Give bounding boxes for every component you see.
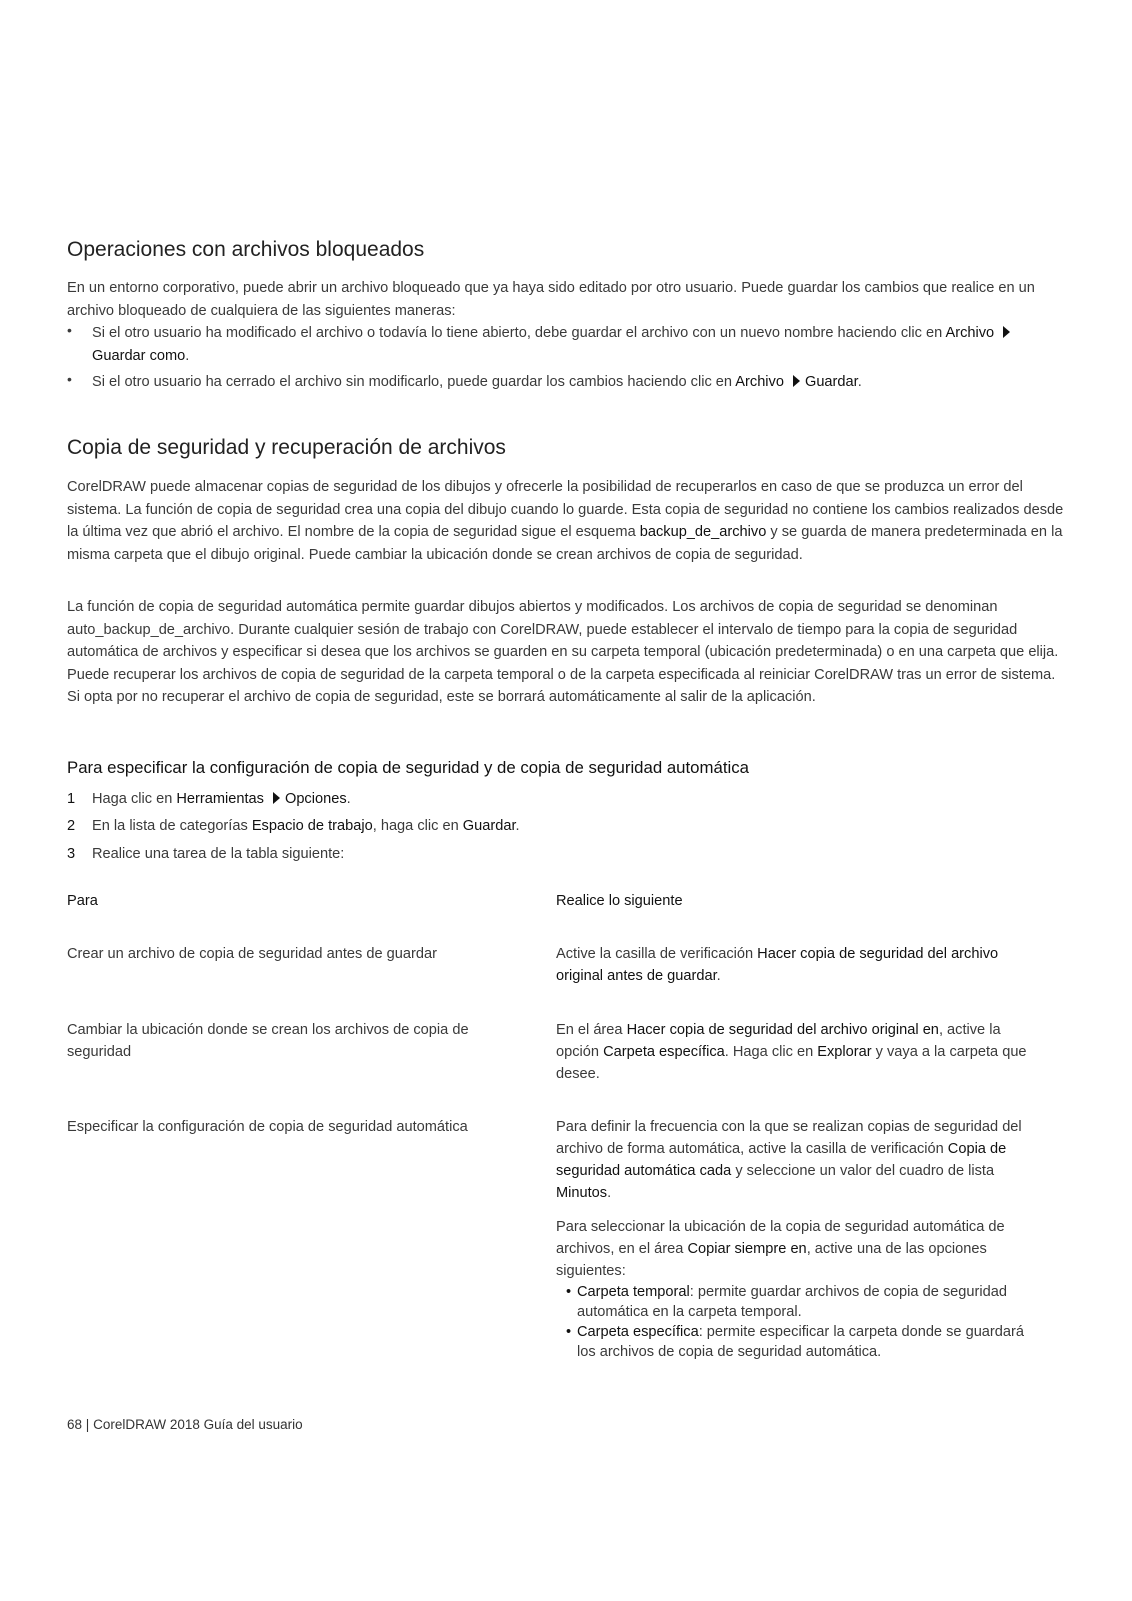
menu-item-archivo: Archivo <box>945 325 995 341</box>
step-text-before: En la lista de categorías <box>92 818 248 834</box>
step-text-end: . <box>346 791 351 807</box>
menu-arrow-icon <box>273 792 280 804</box>
procedure-heading: Para especificar la configuración de copia de seguridad y de copia de seguridad automática <box>67 758 749 777</box>
footer-title: CorelDRAW 2018 Guía del usuario <box>93 1417 303 1432</box>
checkbox-label-backup-before-save: Hacer copia de seguridad del archivo original antes de guardar <box>556 946 999 984</box>
menu-item-guardar: Guardar <box>804 374 858 390</box>
action-text-mid: . Haga clic en <box>724 1044 814 1060</box>
area-label-copiar-siempre-en: Copiar siempre en <box>687 1241 807 1257</box>
menu-item-archivo: Archivo <box>735 374 784 390</box>
table-header-realice: Realice lo siguiente <box>556 893 683 909</box>
menu-item-guardar-como: Guardar como <box>92 347 186 364</box>
bullet-text-before: Si el otro usuario ha cerrado el archivo sin modificarlo, puede guardar los cambios haciendo clic en <box>92 374 733 390</box>
table-cell-task: Cambiar la ubicación donde se crean los archivos de copia de seguridad <box>67 1022 469 1060</box>
table-cell-action <box>556 943 1036 987</box>
bullet-marker: • <box>67 371 72 387</box>
bullet-text-end: . <box>857 374 862 390</box>
step-number: 1 <box>67 791 76 807</box>
section-heading-locked-files: Operaciones con archivos bloqueados <box>67 238 425 261</box>
step-text: Realice una tarea de la tabla siguiente: <box>92 846 345 862</box>
option-list-item <box>556 1322 1036 1362</box>
option-carpeta-especifica: Carpeta específica <box>577 1324 699 1340</box>
listbox-label-minutos: Minutos <box>556 1185 608 1201</box>
table-cell-action <box>556 1116 1036 1362</box>
option-list-item <box>556 1282 1036 1322</box>
action-text-mid: , active la opción <box>556 1022 1001 1060</box>
backup-paragraph-1-after: y se guarda de manera predeterminada en la misma carpeta que el dibujo original. Puede cambiar la ubicación donde se crean archivos de copia de seguridad. <box>67 524 1063 563</box>
bullet-text <box>92 371 1067 394</box>
option-description: : permite especificar la carpeta donde se guardará los archivos de copia de seguridad automática. <box>577 1324 1024 1360</box>
bullet-list-item <box>67 322 1067 367</box>
area-label-backup-location: Hacer copia de seguridad del archivo original en <box>626 1022 939 1038</box>
action-text-end: . <box>607 1185 612 1201</box>
menu-item-herramientas: Herramientas <box>176 791 264 807</box>
bullet-marker: • <box>566 1284 572 1300</box>
document-page <box>67 0 1067 1601</box>
step-text <box>92 815 520 837</box>
step-text-before: Haga clic en <box>92 791 173 807</box>
action-text-mid: y seleccione un valor del cuadro de lista <box>735 1163 995 1179</box>
action-text-before: Para seleccionar la ubicación de la copia de seguridad automática de archivos, en el área <box>556 1219 1005 1257</box>
button-label-explorar: Explorar <box>817 1044 872 1060</box>
category-guardar: Guardar <box>462 818 516 834</box>
bullet-marker: • <box>566 1324 572 1340</box>
menu-arrow-icon <box>793 375 800 387</box>
step-text-mid: , haga clic en <box>372 818 459 834</box>
step-text-end: . <box>515 818 520 834</box>
page-footer <box>67 1417 303 1432</box>
step-number: 3 <box>67 846 76 862</box>
table-cell-task: Crear un archivo de copia de seguridad antes de guardar <box>67 946 437 962</box>
action-text-before: Active la casilla de verificación <box>556 946 754 962</box>
bullet-text <box>92 322 1067 367</box>
bullet-text-end: . <box>185 347 190 364</box>
category-espacio-de-trabajo: Espacio de trabajo <box>251 818 373 834</box>
action-text-end: . <box>716 968 721 984</box>
menu-arrow-icon <box>1003 326 1010 338</box>
section-heading-backup: Copia de seguridad y recuperación de archivos <box>67 436 506 459</box>
action-text-before: Para definir la frecuencia con la que se realizan copias de seguridad del archivo de forma automática, active la casilla de verificación <box>556 1119 1022 1157</box>
bullet-text-before: Si el otro usuario ha modificado el archivo o todavía lo tiene abierto, debe guardar el archivo con un nuevo nombre haciendo clic en <box>92 325 943 341</box>
bullet-marker: • <box>67 322 72 338</box>
backup-paragraph-1 <box>67 476 1067 566</box>
backup-paragraph-1-before: CorelDRAW puede almacenar copias de seguridad de los dibujos y ofrecerle la posibilidad de recuperarlos en caso de que se produzca un error del sistema. La función de copia de seguridad crea una copia del dibujo cuando lo guarde. Esta copia de seguridad no contiene los cambios realizados desde la última vez que abrió el archivo. El nombre de la copia de seguridad sigue el esquema <box>67 479 1064 540</box>
table-cell-task: Especificar la configuración de copia de seguridad automática <box>67 1119 468 1135</box>
bullet-list-item <box>67 371 1067 394</box>
action-paragraph <box>556 1116 1036 1204</box>
backup-paragraph-2: La función de copia de seguridad automática permite guardar dibujos abiertos y modificados. Los archivos de copia de seguridad se denominan auto_backup_de_archivo. Durante cualquier sesión de trabajo con CorelDRAW, puede establecer el intervalo de tiempo para la copia de seguridad automática de archivos y especificar si desea que los archivos se guarden en su carpeta temporal (ubicación predeterminada) o en una carpeta que elija. Puede recuperar los archivos de copia de seguridad de la carpeta temporal o de la carpeta especificada al reiniciar CorelDRAW tras un error de sistema. Si opta por no recuperar el archivo de copia de seguridad, este se borrará automáticamente al salir de la aplicación. <box>67 599 1059 705</box>
option-carpeta-especifica: Carpeta específica <box>603 1044 725 1060</box>
table-cell-action <box>556 1019 1036 1085</box>
step-number: 2 <box>67 818 76 834</box>
page-number: 68 <box>67 1417 83 1432</box>
option-carpeta-temporal: Carpeta temporal <box>577 1284 690 1300</box>
table-header-para: Para <box>67 893 98 909</box>
option-description: : permite guardar archivos de copia de seguridad automática en la carpeta temporal. <box>577 1284 1007 1320</box>
backup-filename-scheme: backup_de_archivo <box>639 524 767 540</box>
menu-item-opciones: Opciones <box>284 791 347 807</box>
step-text <box>92 788 351 810</box>
action-text-end: y vaya a la carpeta que desee. <box>556 1044 1027 1082</box>
checkbox-label-auto-backup: Copia de seguridad automática cada <box>556 1141 1007 1179</box>
section-intro-paragraph: En un entorno corporativo, puede abrir un archivo bloqueado que ya haya sido editado por otro usuario. Puede guardar los cambios que realice en un archivo bloqueado de cualquiera de las siguientes maneras: <box>67 280 1035 319</box>
action-paragraph <box>556 1216 1036 1282</box>
action-text-end: , active una de las opciones siguientes: <box>556 1241 987 1279</box>
action-text-before: En el área <box>556 1022 623 1038</box>
footer-separator: | <box>85 1417 90 1432</box>
